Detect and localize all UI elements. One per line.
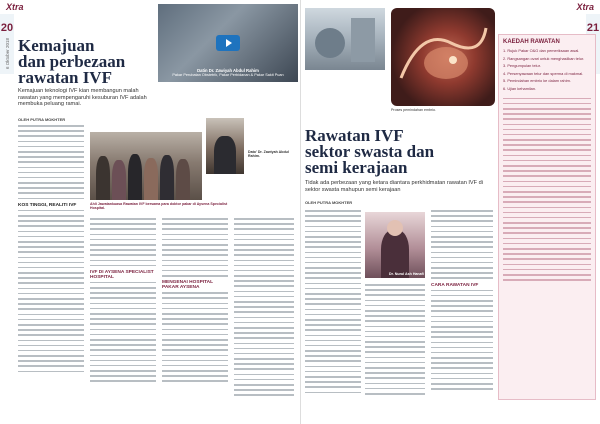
- sidebar-text: [503, 98, 591, 281]
- sidebar-item: 2. Rangsangan ovari untuk menghasilkan telur.: [503, 55, 585, 61]
- treatment-method-sidebar: [498, 34, 596, 400]
- section-tag: Xtra: [6, 2, 24, 12]
- sidebar-item: 6. Ujian kehamilan.: [503, 85, 537, 91]
- headline-block: [305, 128, 495, 176]
- page-number: 21: [586, 22, 600, 34]
- page-number: 20: [0, 22, 14, 34]
- play-icon[interactable]: [216, 35, 240, 51]
- standfirst: Tidak ada perbezaan yang ketara diantara perkhidmatan rawatan IVF di sektor swasta mahupun semi kerajaan: [305, 180, 483, 193]
- group-caption: Ahli Jawatankuasa Rawatan IVF bersama para doktor pakar di Aysena Specialist Hospital.: [90, 202, 228, 211]
- headline-line: Rawatan IVF: [305, 126, 404, 145]
- section-tag: Xtra: [576, 2, 594, 12]
- doctor-photo: [365, 212, 425, 278]
- portrait-photo: [206, 118, 244, 174]
- sidebar-item: 4. Persenyawaan telur dan sperma di makmal.: [503, 70, 584, 76]
- headline-line: dan perbezaan: [18, 52, 126, 71]
- standfirst: Kemajuan teknologi IVF kian membangun malah rawatan yang mempengaruhi kesuburan IVF adalah membuka peluang ramai.: [18, 88, 147, 108]
- subhead: MENGENAI HOSPITAL PAKAR AYSENA: [162, 280, 213, 291]
- article-column-1: [305, 210, 361, 397]
- page-date: 6 Oktober 2018: [4, 38, 10, 70]
- sidebar-item: 5. Pemindahan embrio ke dalam rahim.: [503, 78, 571, 84]
- article-column-4: [234, 218, 294, 400]
- lab-photo: [305, 8, 385, 70]
- headline-line: rawatan IVF: [18, 68, 112, 87]
- headline-line: Kemajuan: [18, 36, 95, 55]
- headline-line: sektor swasta dan: [305, 142, 435, 161]
- portrait-caption: Dato' Dr. Zawiyah Abdul Rahim.: [248, 150, 289, 159]
- article-column-3: [162, 218, 228, 386]
- doctor-caption: Dr. Nurul Ash Hanafi: [389, 272, 424, 276]
- video-still[interactable]: [158, 4, 298, 82]
- video-caption-name: Datin Dr. Zawiyah Abdul Rahim: [197, 67, 259, 73]
- video-caption: [158, 69, 298, 78]
- byline: OLEH PUTRA MOKHTER: [18, 117, 66, 122]
- byline: OLEH PUTRA MOKHTER: [305, 200, 353, 205]
- photo-caption: Proses pemindahan embrio.: [391, 108, 436, 112]
- article-column-2: [365, 284, 425, 398]
- embryo-transfer-photo: [391, 8, 495, 106]
- headline-line: semi kerajaan: [305, 158, 408, 177]
- article-column-3: [431, 210, 493, 393]
- article-column-1: [18, 125, 84, 376]
- headline-block: [18, 38, 158, 86]
- article-column-2: [90, 218, 156, 386]
- subhead: CARA RAWATAN IVF: [431, 282, 479, 288]
- group-photo: [90, 132, 202, 200]
- video-caption-role: Pakar Perubatan Obstetrik, Pakar Perbidanan & Pakar Sakit Puan: [172, 73, 284, 78]
- subhead: KOS TINGGI, REALITI IVF: [18, 202, 77, 208]
- sidebar-item: 3. Pengumpulan telur.: [503, 63, 541, 69]
- page-number-tab: [0, 14, 14, 74]
- sidebar-item: 1. Rujuk Pakar O&G dan pemeriksaan awal.: [503, 48, 580, 53]
- subhead: IVF DI AYSENA SPECIALIST HOSPITAL: [90, 269, 154, 280]
- sidebar-title: KAEDAH RAWATAN: [503, 39, 560, 45]
- uterus-illustration-icon: [391, 8, 495, 106]
